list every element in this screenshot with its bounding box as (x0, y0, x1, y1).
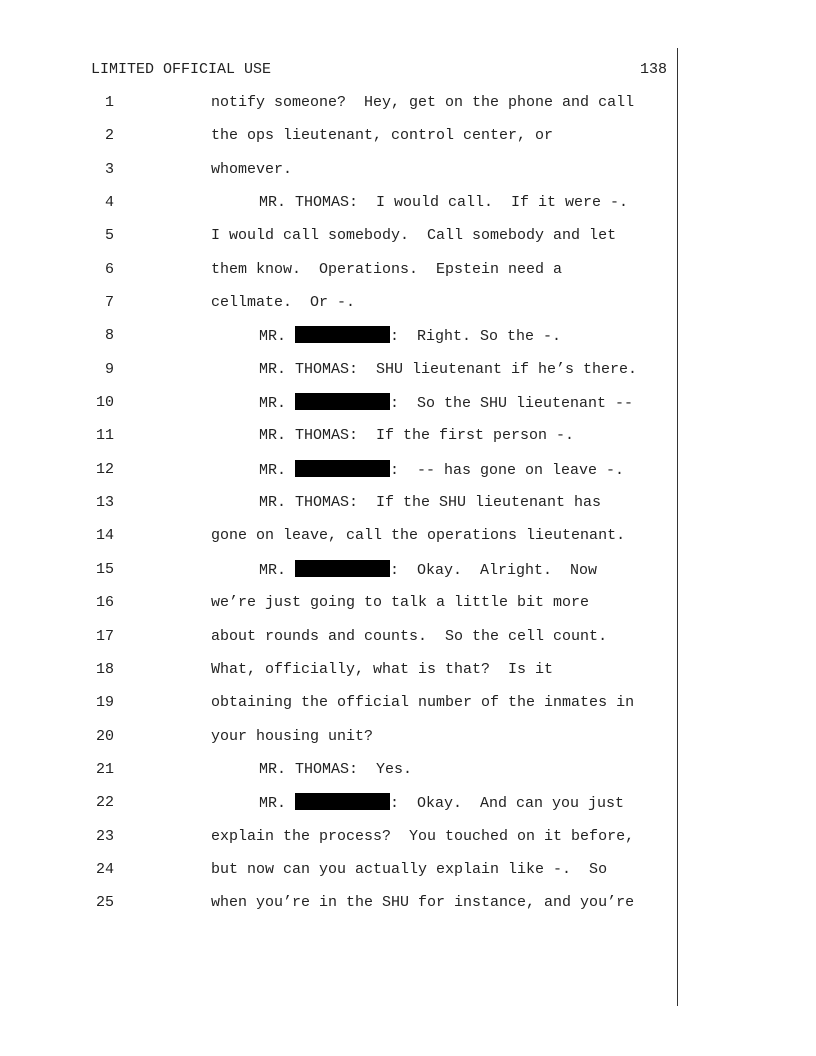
line-text (259, 460, 624, 481)
line-number: 6 (104, 260, 114, 278)
line-text (259, 793, 624, 814)
line-number: 4 (104, 194, 114, 212)
line-number: 15 (95, 560, 114, 578)
line-number: 22 (95, 794, 114, 812)
line-text: them know. Operations. Epstein need a (211, 260, 563, 278)
line-text: What, officially, what is that? Is it (211, 660, 554, 678)
transcript-line (0, 426, 680, 459)
classification-marking: LIMITED OFFICIAL USE (91, 61, 272, 78)
transcript-line (0, 160, 680, 193)
transcript-line (0, 193, 680, 226)
line-text: when you’re in the SHU for instance, and you’re (211, 894, 635, 912)
transcript-line (0, 893, 680, 926)
line-text (259, 393, 633, 414)
speech-text: : -- has gone on leave -. (390, 461, 625, 479)
line-number: 9 (104, 360, 114, 378)
transcript-line (0, 627, 680, 660)
line-text: explain the process? You touched on it before, (211, 827, 635, 845)
line-text (259, 326, 561, 347)
transcript-line (0, 793, 680, 826)
transcript-line (0, 526, 680, 559)
transcript-line (0, 560, 680, 593)
redaction-bar (295, 460, 390, 477)
line-text: MR. THOMAS: I would call. If it were -. (259, 194, 629, 212)
line-text: about rounds and counts. So the cell count. (211, 627, 608, 645)
line-number: 3 (104, 160, 114, 178)
speech-text: : Okay. And can you just (390, 795, 625, 813)
transcript-line (0, 293, 680, 326)
redaction-bar (295, 793, 390, 810)
line-number: 24 (95, 860, 114, 878)
line-number: 12 (95, 460, 114, 478)
transcript-line (0, 827, 680, 860)
line-number: 2 (104, 127, 114, 145)
line-number: 19 (95, 694, 114, 712)
line-text (259, 560, 597, 581)
speaker-prefix: MR. (259, 561, 296, 579)
transcript-body (0, 93, 680, 927)
line-text: the ops lieutenant, control center, or (211, 127, 554, 145)
line-text: we’re just going to talk a little bit more (211, 594, 590, 612)
line-number: 25 (95, 894, 114, 912)
transcript-line (0, 326, 680, 359)
line-text: I would call somebody. Call somebody and let (211, 227, 617, 245)
line-number: 1 (104, 94, 114, 111)
transcript-line (0, 760, 680, 793)
line-number: 5 (104, 227, 114, 245)
line-number: 18 (95, 660, 114, 678)
transcript-line (0, 93, 680, 126)
transcript-line (0, 460, 680, 493)
line-text: gone on leave, call the operations lieutenant. (211, 527, 626, 545)
speech-text: : Right. So the -. (390, 328, 562, 346)
speaker-prefix: MR. (259, 395, 296, 413)
page-number: 138 (639, 61, 667, 78)
transcript-line (0, 126, 680, 159)
line-text: MR. THOMAS: SHU lieutenant if he’s there. (259, 360, 638, 378)
transcript-line (0, 593, 680, 626)
transcript-line (0, 660, 680, 693)
transcript-line (0, 493, 680, 526)
speaker-prefix: MR. (259, 328, 296, 346)
transcript-line (0, 693, 680, 726)
speech-text: : Okay. Alright. Now (390, 561, 598, 579)
speaker-prefix: MR. (259, 461, 296, 479)
line-text: notify someone? Hey, get on the phone and call (211, 94, 635, 111)
transcript-line (0, 860, 680, 893)
redaction-bar (295, 560, 390, 577)
line-number: 23 (95, 827, 114, 845)
line-text: but now can you actually explain like -. So (211, 860, 608, 878)
line-text: MR. THOMAS: If the SHU lieutenant has (259, 494, 602, 512)
transcript-line (0, 393, 680, 426)
line-number: 17 (95, 627, 114, 645)
redaction-bar (295, 393, 390, 410)
line-number: 14 (95, 527, 114, 545)
line-text: cellmate. Or -. (211, 294, 356, 312)
line-text: whomever. (211, 160, 293, 178)
transcript-line (0, 226, 680, 259)
line-number: 7 (104, 294, 114, 312)
speaker-prefix: MR. (259, 795, 296, 813)
speech-text: : So the SHU lieutenant -- (390, 395, 634, 413)
line-text: MR. THOMAS: If the first person -. (259, 427, 575, 445)
transcript-line (0, 260, 680, 293)
line-text: your housing unit? (211, 727, 374, 745)
line-number: 20 (95, 727, 114, 745)
line-number: 11 (95, 427, 114, 445)
line-number: 21 (95, 760, 114, 778)
line-text: MR. THOMAS: Yes. (259, 760, 413, 778)
transcript-line (0, 727, 680, 760)
line-number: 8 (104, 327, 114, 345)
line-number: 10 (95, 394, 114, 412)
transcript-line (0, 360, 680, 393)
line-text: obtaining the official number of the inmates in (211, 694, 635, 712)
redaction-bar (295, 326, 390, 343)
line-number: 13 (95, 494, 114, 512)
line-number: 16 (95, 594, 114, 612)
